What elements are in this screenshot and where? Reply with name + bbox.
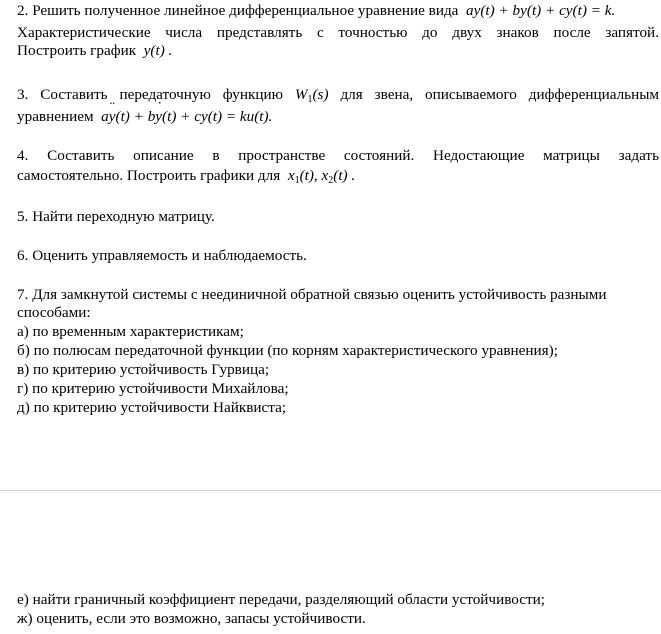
eq3-y-dot: ˙ y	[155, 108, 162, 126]
item-3-text-2: для звена, описываемого дифференциальным	[340, 86, 660, 103]
item-2-line-3	[17, 42, 172, 60]
eq-y-ddot: ¨ y	[474, 2, 481, 20]
item-3-text: 3. Составить передаточную функцию	[17, 86, 283, 103]
eq3-part-2: (t) + cy(t) = ku(t).	[162, 108, 273, 125]
item-2-line-1	[17, 2, 615, 20]
item-7-line-2: способами:	[17, 304, 91, 321]
x2-sub: 2	[328, 175, 334, 186]
item-4-line-1: 4. Составить описание в пространстве состояний. Недостающие матрицы задать	[17, 147, 659, 164]
x2-arg: (t) .	[333, 167, 356, 184]
item-7-e: д) по критерию устойчивости Найквиста;	[17, 399, 287, 416]
tf-w: W	[294, 86, 308, 103]
eq3-a: a	[101, 108, 109, 125]
item-7-b: б) по полюсам передаточной функции (по корням характеристического уравнения);	[17, 342, 558, 359]
item-7-g: ж) оценить, если это возможно, запасы устойчивости.	[17, 610, 366, 627]
x1-arg: (t),	[299, 167, 322, 184]
eq3-y-ddot: ¨ y	[109, 108, 116, 126]
item-4-formula	[288, 167, 355, 184]
document-page-bottom	[0, 510, 661, 634]
item-7-a: а) по временным характеристикам;	[17, 323, 244, 340]
item-3-equation	[97, 108, 272, 125]
item-2-line-2: Характеристические числа представлять с точностью до двух знаков после запятой.	[17, 24, 659, 41]
tf-arg: (s)	[312, 86, 329, 103]
eq-a: a	[466, 2, 474, 19]
item-7-d: г) по критерию устойчивости Михайлова;	[17, 380, 289, 397]
item-5: 5. Найти переходную матрицу.	[17, 208, 215, 225]
item-4-line-2	[17, 167, 355, 185]
eq-part-2: (t) + cy(t) = k.	[526, 2, 616, 19]
eq3-part-1: (t) + b	[115, 108, 156, 125]
x1: x	[287, 167, 295, 184]
tf-sub: 1	[307, 94, 313, 105]
eq-y-dot: ˙ y	[520, 2, 527, 20]
item-3-transfer-fn	[295, 86, 329, 103]
item-2-text: 2. Решить полученное линейное дифференциальное уравнение вида	[17, 2, 459, 19]
item-2-plot-formula: y(t) .	[143, 42, 173, 59]
item-7-line-1: 7. Для замкнутой системы с неединичной обратной связью оценить устойчивость разными	[17, 286, 607, 303]
page-break-top-line	[0, 490, 661, 491]
item-2-equation	[462, 2, 615, 19]
item-4-text: самостоятельно. Построить графики для	[17, 167, 281, 184]
eq-part-1: (t) + b	[480, 2, 521, 19]
item-7-c: в) по критерию устойчивость Гурвица;	[17, 361, 270, 378]
item-2-plot-text: Построить график	[17, 42, 137, 59]
item-6: 6. Оценить управляемость и наблюдаемость.	[17, 247, 307, 264]
item-7-f: е) найти граничный коэффициент передачи, разделяющий области устойчивости;	[17, 591, 545, 608]
x1-sub: 1	[294, 175, 300, 186]
x2: x	[321, 167, 329, 184]
item-3-eq-label: уравнением	[17, 108, 94, 125]
item-3-line-2	[17, 108, 272, 126]
